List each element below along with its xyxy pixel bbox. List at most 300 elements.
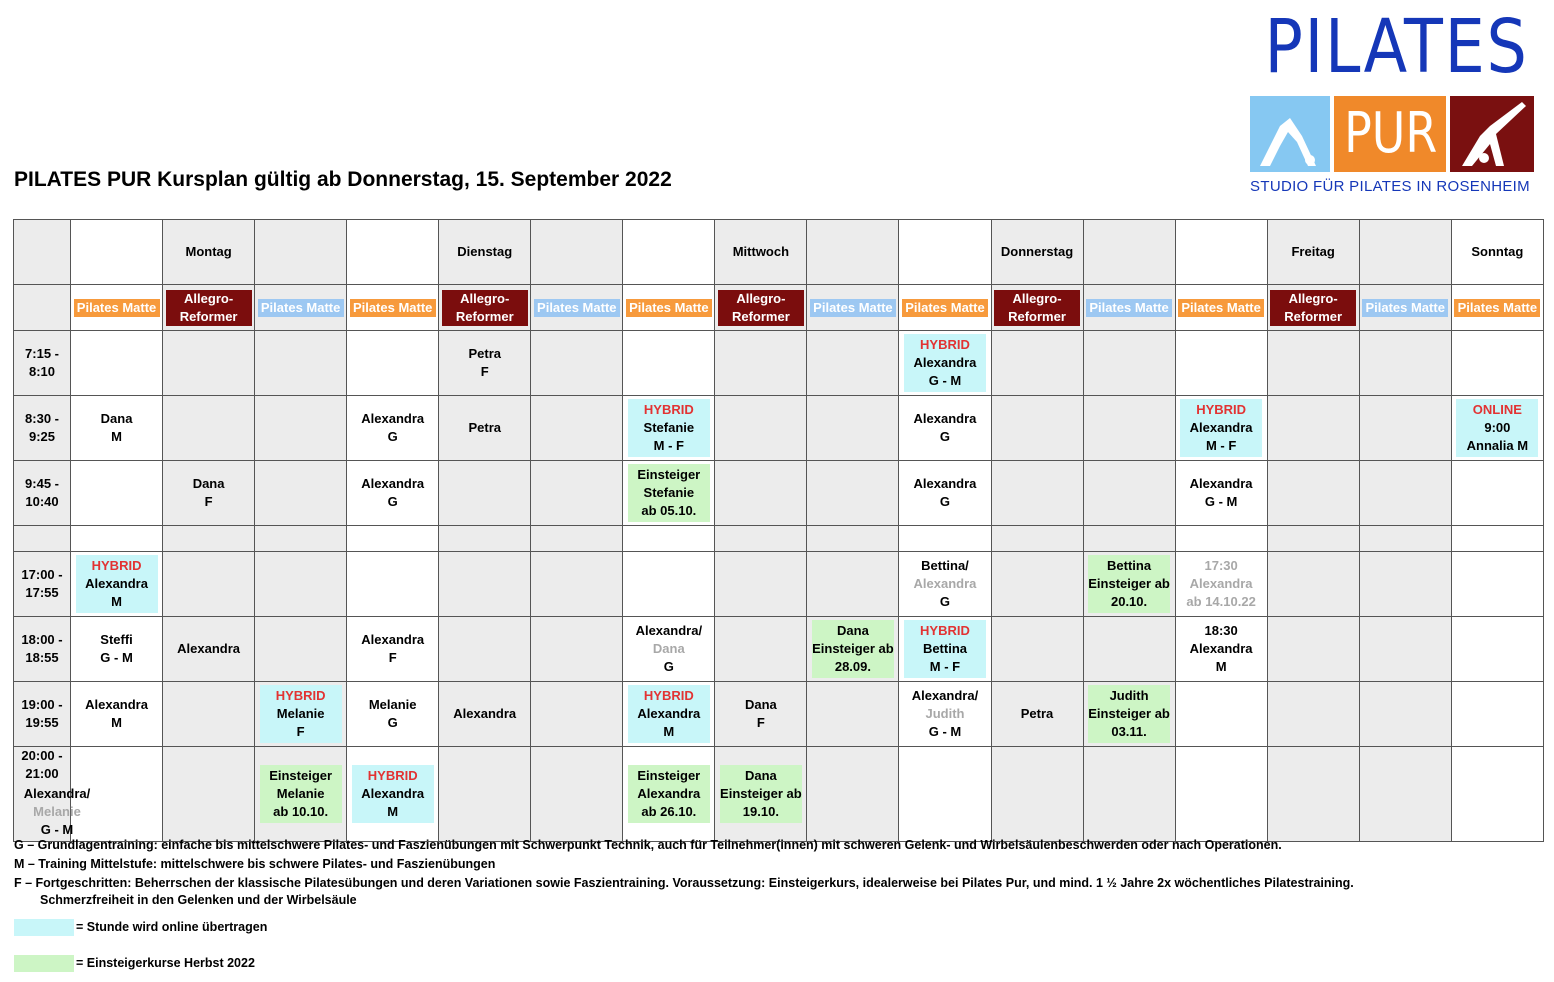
table-cell [71,526,163,552]
table-cell [71,285,163,331]
course-line: M [663,724,675,739]
course-entry [628,464,710,522]
table-cell [1267,461,1359,526]
day-header: Donnerstag [991,220,1083,285]
course-line: Alexandra [1189,576,1253,591]
course-type-badge: Allegro-Reformer [166,290,252,326]
table-cell [347,220,439,285]
course-line: Dana [837,623,869,638]
course-line: Judith [925,706,965,721]
course-line: Alexandra [1189,476,1253,491]
table-cell [1175,747,1267,842]
table-cell [623,396,715,461]
course-line: Bettina/ [921,558,969,573]
course-line: Dana [652,641,685,656]
table-cell [1175,617,1267,682]
course-line: Stefanie [643,420,695,435]
table-cell [899,220,991,285]
table-cell [991,331,1083,396]
course-line: Alexandra/ [635,623,703,638]
table-row [14,396,1544,461]
day-header: Freitag [1267,220,1359,285]
table-cell [1083,331,1175,396]
course-entry [996,703,1078,725]
course-line: HYBRID [643,688,694,703]
logo-tile-orange [1334,96,1446,172]
course-line: ab 26.10. [641,804,697,819]
course-entry [352,408,434,448]
table-cell [807,747,899,842]
table-cell [899,331,991,396]
table-row [14,747,1544,842]
course-line: Bettina [1107,558,1152,573]
course-line: Alexandra [913,576,977,591]
time-slot: 18:00 - 18:55 [21,632,63,665]
course-entry [1456,399,1538,457]
course-line: Dana [192,476,225,491]
table-cell [347,617,439,682]
table-cell [1267,526,1359,552]
course-line: M [111,715,122,730]
course-type-badge: Pilates Matte [810,299,896,317]
legend-online: = Stunde wird online übertragen [76,920,268,934]
course-entry [904,620,986,678]
table-cell [1359,220,1451,285]
table-cell [807,220,899,285]
course-line: Alexandra [85,576,148,591]
course-line: ONLINE [1472,402,1522,417]
table-cell [255,682,347,747]
course-line: 18:30 [1204,623,1238,638]
course-line: Dana [744,697,777,712]
legend-f-cont: Schmerzfreiheit in den Gelenken und der Wirbelsäule [40,893,357,907]
course-type-badge: Pilates Matte [1454,299,1540,317]
time-slot: 8:30 - 9:25 [25,411,59,444]
logo-tile-red [1450,96,1534,172]
course-entry [720,765,802,823]
table-cell [1359,396,1451,461]
course-line: Alexandra [1189,420,1253,435]
table-cell [531,526,623,552]
course-line: Alexandra [637,706,701,721]
course-entry [1088,685,1170,743]
day-header: Mittwoch [715,220,807,285]
table-cell [347,552,439,617]
table-cell [807,526,899,552]
course-line: 28.09. [834,659,871,674]
course-line: M - F [929,659,961,674]
course-entry [904,555,986,613]
table-cell [1359,285,1451,331]
table-cell [1359,331,1451,396]
table-cell [255,220,347,285]
course-line: Einsteiger [637,467,701,482]
table-cell [439,682,531,747]
course-line: Petra [1020,706,1054,721]
course-line: G [939,429,951,444]
course-entry [1180,555,1262,613]
course-line: Melanie [368,697,417,712]
table-cell [991,285,1083,331]
course-line: G - M [40,822,74,837]
course-line: Stefanie [643,485,695,500]
table-cell [899,285,991,331]
course-line: G [939,594,951,609]
table-row [14,331,1544,396]
course-line: Alexandra [637,786,701,801]
table-cell [1451,526,1543,552]
table-cell [715,331,807,396]
table-cell [71,617,163,682]
table-cell [71,396,163,461]
legend-einsteiger-swatch [14,955,74,972]
table-cell [899,461,991,526]
course-line: Petra [468,420,501,435]
course-type-badge: Pilates Matte [1086,299,1172,317]
course-line: HYBRID [367,768,418,783]
course-line: M [1215,659,1227,674]
table-row [14,220,1544,285]
course-entry [444,343,526,383]
course-entry [812,620,894,678]
course-type-badge: Pilates Matte [626,299,712,317]
table-cell [531,220,623,285]
course-line: HYBRID [1196,402,1247,417]
table-cell [1175,682,1267,747]
course-entry [904,334,986,392]
table-cell [1083,285,1175,331]
course-line: Alexandra/ [911,688,979,703]
course-line: F [480,364,489,379]
course-line: G - M [1204,494,1238,509]
course-line: HYBRID [91,558,142,573]
course-line: 19.10. [742,804,779,819]
table-cell [347,461,439,526]
course-entry [904,685,986,743]
course-entry [352,694,434,734]
course-line: Einsteiger [637,768,701,783]
course-entry [168,638,250,660]
table-cell [1083,526,1175,552]
course-entry [628,399,710,457]
legend-g: G – Grundlagentraining: einfache bis mittelschwere Pilates- und Faszienübungen mit Schwerpunkt Technik, auch für Teilnehmer(innen) mit schweren Gelenk- und Wirbelsäulenbeschwerden oder nach Operationen. [14,838,1282,852]
yoga-pose-icon [1450,96,1534,172]
table-cell [1267,682,1359,747]
course-line: Alexandra [361,632,425,647]
table-cell [439,461,531,526]
day-header: Montag [163,220,255,285]
course-line: F [756,715,765,730]
course-entry [1180,620,1262,678]
schedule-table [13,219,1544,842]
table-cell [14,617,71,682]
logo-pur-text: PUR [1344,101,1438,166]
table-cell [531,285,623,331]
course-line: ab 14.10.22 [1186,594,1256,609]
table-cell [14,526,71,552]
course-line: Einsteiger ab [812,641,894,656]
table-cell [255,461,347,526]
table-cell [439,552,531,617]
table-cell [807,331,899,396]
table-cell [1451,617,1543,682]
table-cell [1083,396,1175,461]
course-line: Alexandra/ [23,786,91,801]
table-cell [439,331,531,396]
page-title: PILATES PUR Kursplan gültig ab Donnerstag, 15. September 2022 [14,168,672,191]
course-type-badge: Allegro-Reformer [994,290,1080,326]
course-line: G [387,715,398,730]
table-cell [347,747,439,842]
table-cell [531,617,623,682]
legend-m: M – Training Mittelstufe: mittelschwere bis schwere Pilates- und Faszienübungen [14,857,496,871]
table-cell [1083,461,1175,526]
course-line: M - F [1205,438,1237,453]
table-cell [1083,747,1175,842]
course-entry [1088,555,1170,613]
table-cell [163,285,255,331]
table-cell [255,526,347,552]
course-entry [1180,473,1262,513]
table-cell [14,747,91,842]
table-cell [163,747,255,842]
table-cell [1175,331,1267,396]
course-line: ab 05.10. [641,503,697,518]
table-cell [1451,285,1543,331]
table-cell [991,747,1083,842]
table-cell [623,747,715,842]
table-cell [807,617,899,682]
table-cell [1451,331,1543,396]
course-entry [168,473,250,513]
table-cell [807,552,899,617]
table-cell [1451,552,1543,617]
table-cell [1267,552,1359,617]
course-type-badge: Pilates Matte [1362,299,1448,317]
table-cell [163,331,255,396]
table-row [14,285,1544,331]
table-cell [531,331,623,396]
table-cell [1175,285,1267,331]
table-cell [991,396,1083,461]
table-cell [71,552,163,617]
course-entry [76,408,158,448]
table-cell [1175,552,1267,617]
course-type-badge: Pilates Matte [534,299,620,317]
table-cell [71,682,163,747]
legend-einsteiger: = Einsteigerkurse Herbst 2022 [76,956,255,970]
course-line: M [387,804,399,819]
table-cell [163,617,255,682]
table-cell [1083,617,1175,682]
course-line: 17:30 [1204,558,1238,573]
course-entry [628,765,710,823]
table-cell [439,617,531,682]
table-cell [14,220,71,285]
table-cell [531,396,623,461]
table-cell [255,617,347,682]
time-slot: 20:00 - 21:00 [21,748,63,781]
course-line: Alexandra [913,476,977,491]
course-line: 20.10. [1110,594,1148,609]
course-line: Alexandra [1189,641,1253,656]
course-line: Judith [1109,688,1149,703]
table-cell [163,526,255,552]
logo-subtitle: STUDIO FÜR PILATES IN ROSENHEIM [1250,178,1530,195]
table-cell [163,461,255,526]
course-line: G [939,494,951,509]
table-cell [807,285,899,331]
table-cell [991,552,1083,617]
table-cell [347,331,439,396]
table-cell [899,747,991,842]
course-type-badge: Pilates Matte [1178,299,1264,317]
course-entry [352,629,434,669]
table-row [14,682,1544,747]
table-cell [1451,461,1543,526]
course-line: Melanie [276,706,325,721]
course-entry [352,473,434,513]
course-line: 9:00 [1484,420,1511,435]
table-cell [1359,552,1451,617]
course-line: G [387,429,398,444]
table-cell [991,526,1083,552]
course-line: Einsteiger ab [720,786,802,801]
table-row [14,552,1544,617]
course-entry [260,685,342,743]
table-cell [991,461,1083,526]
course-line: G - M [928,373,962,388]
table-cell [14,331,71,396]
table-cell [991,617,1083,682]
table-row [14,617,1544,682]
table-cell [1267,396,1359,461]
course-entry [628,685,710,743]
course-line: M [111,429,122,444]
table-cell [1359,682,1451,747]
course-entry [904,473,986,513]
course-line: G - M [928,724,962,739]
table-cell [1175,526,1267,552]
table-cell [255,747,347,842]
course-line: Alexandra [177,641,241,656]
course-line: HYBRID [920,337,970,352]
table-cell [807,682,899,747]
course-type-badge: Pilates Matte [258,299,344,317]
table-cell [163,552,255,617]
table-cell [531,552,623,617]
course-line: Annalia M [1466,438,1529,453]
course-line: G [387,494,398,509]
table-cell [1083,552,1175,617]
table-cell [991,682,1083,747]
course-type-badge: Pilates Matte [350,299,436,317]
table-cell [899,396,991,461]
table-cell [439,526,531,552]
course-line: Alexandra [361,786,425,801]
course-type-badge: Allegro-Reformer [718,290,804,326]
time-slot: 19:00 - 19:55 [21,697,63,730]
course-entry [352,765,434,823]
table-cell [1267,285,1359,331]
table-cell [439,396,531,461]
time-slot: 7:15 - 8:10 [25,346,59,379]
course-entry [628,620,710,678]
time-slot: 9:45 - 10:40 [25,476,59,509]
table-cell [531,461,623,526]
table-cell [14,396,71,461]
course-line: Melanie [276,786,325,801]
table-cell [1359,747,1451,842]
course-type-badge: Pilates Matte [74,299,160,317]
day-header: Sonntag [1451,220,1543,285]
course-entry [904,408,986,448]
course-line: Einsteiger [269,768,333,783]
course-entry [76,629,158,669]
table-cell [623,461,715,526]
table-cell [255,285,347,331]
legend-online-swatch [14,919,74,936]
table-cell [899,526,991,552]
table-cell [1451,682,1543,747]
table-cell [347,285,439,331]
table-cell [1451,396,1543,461]
table-cell [531,747,623,842]
course-line: Bettina [922,641,967,656]
table-cell [1451,747,1543,842]
course-line: HYBRID [643,402,694,417]
course-line: Petra [468,346,501,361]
course-line: Alexandra [85,697,148,712]
table-cell [1083,220,1175,285]
table-cell [623,220,715,285]
course-entry [76,694,158,734]
table-cell [715,461,807,526]
table-cell [255,331,347,396]
course-entry [260,765,342,823]
table-cell [715,552,807,617]
table-cell [807,396,899,461]
table-cell [347,526,439,552]
table-cell [1175,461,1267,526]
course-line: 03.11. [1111,724,1147,739]
course-line: F [204,494,213,509]
course-line: M [111,594,122,609]
table-cell [71,220,163,285]
course-line: Steffi [100,632,133,647]
course-line: ab 10.10. [273,804,329,819]
table-cell [899,617,991,682]
table-cell [1359,617,1451,682]
table-cell [715,617,807,682]
course-line: Einsteiger ab [1088,706,1170,721]
course-entry [720,694,802,734]
table-cell [623,285,715,331]
table-cell [1267,617,1359,682]
table-cell [623,552,715,617]
legend-f: F – Fortgeschritten: Beherrschen der klassische Pilatesübungen und deren Variationen sowie Faszientraining. Voraussetzung: Einsteigerkurs, idealerweise bei Pilates Pur, und mind. 1 ½ Jahre 2x wöchentliches Pilatestraining. [14,876,1354,890]
course-line: F [296,724,305,739]
course-type-badge: Pilates Matte [902,299,988,317]
table-cell [623,682,715,747]
course-line: Melanie [33,804,81,819]
table-cell [623,526,715,552]
table-cell [1267,331,1359,396]
course-line: G - M [100,650,133,665]
table-cell [1359,461,1451,526]
course-line: Dana [100,411,133,426]
table-cell [623,617,715,682]
